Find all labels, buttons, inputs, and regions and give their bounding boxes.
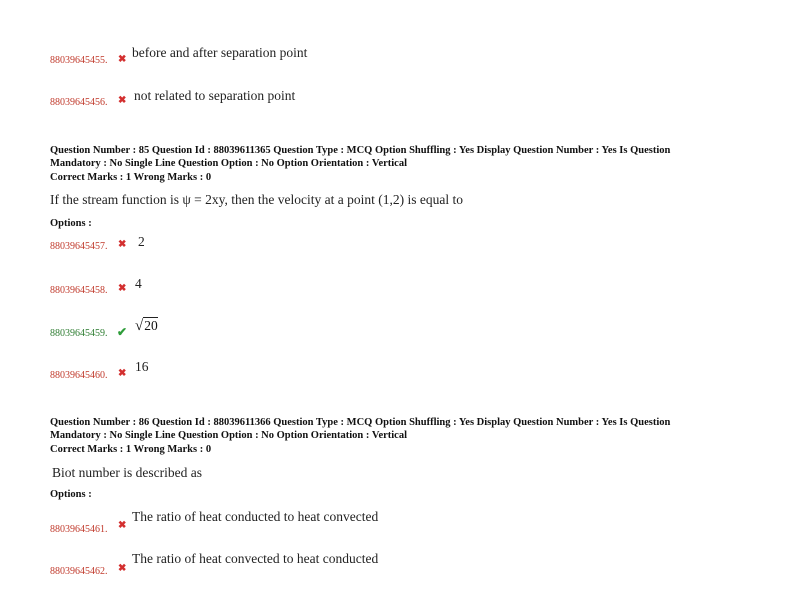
cross-icon: ✖ [118,563,127,574]
option-id: 88039645455. [50,55,108,66]
option-text: 2 [138,234,145,249]
option-text: not related to separation point [134,88,296,103]
option-text: before and after separation point [132,45,308,60]
option-text: The ratio of heat conducted to heat convected [132,509,379,524]
question-text: Biot number is described as [52,465,202,480]
question-meta [50,417,740,442]
option-id: 88039645460. [50,370,108,381]
radicand: 20 [144,318,158,333]
option-id: 88039645457. [50,241,108,252]
options-label: Options : [50,489,92,500]
option-id: 88039645456. [50,97,108,108]
cross-icon: ✖ [118,368,127,379]
cross-icon: ✖ [118,95,127,106]
question-meta-line: Question Number : 86 Question Id : 88039611366 Question Type : MCQ Option Shuffling : Yes Display Question Number : Yes Is Question [50,417,671,428]
option-text: √20 [135,318,158,334]
cross-icon: ✖ [118,54,127,65]
option-id: 88039645461. [50,524,108,535]
check-icon: ✔ [117,325,128,339]
cross-icon: ✖ [118,239,127,250]
marks-line: Correct Marks : 1 Wrong Marks : 0 [50,172,212,183]
option-text: The ratio of heat convected to heat conducted [132,551,379,566]
question-text: If the stream function is ψ = 2xy, then the velocity at a point (1,2) is equal to [50,192,463,207]
option-id: 88039645462. [50,566,108,577]
options-label: Options : [50,218,92,229]
option-text: 16 [135,359,149,374]
cross-icon: ✖ [118,520,127,531]
question-meta-line: Mandatory : No Single Line Question Option : No Option Orientation : Vertical [50,157,408,169]
question-meta [50,145,740,170]
option-id: 88039645458. [50,285,108,296]
question-meta-line: Question Number : 85 Question Id : 88039611365 Question Type : MCQ Option Shuffling : Yes Display Question Number : Yes Is Question [50,145,671,156]
cross-icon: ✖ [118,283,127,294]
question-meta-line: Mandatory : No Single Line Question Option : No Option Orientation : Vertical [50,429,408,441]
option-id: 88039645459. [50,328,108,339]
option-text: 4 [135,276,142,291]
marks-line: Correct Marks : 1 Wrong Marks : 0 [50,444,212,455]
